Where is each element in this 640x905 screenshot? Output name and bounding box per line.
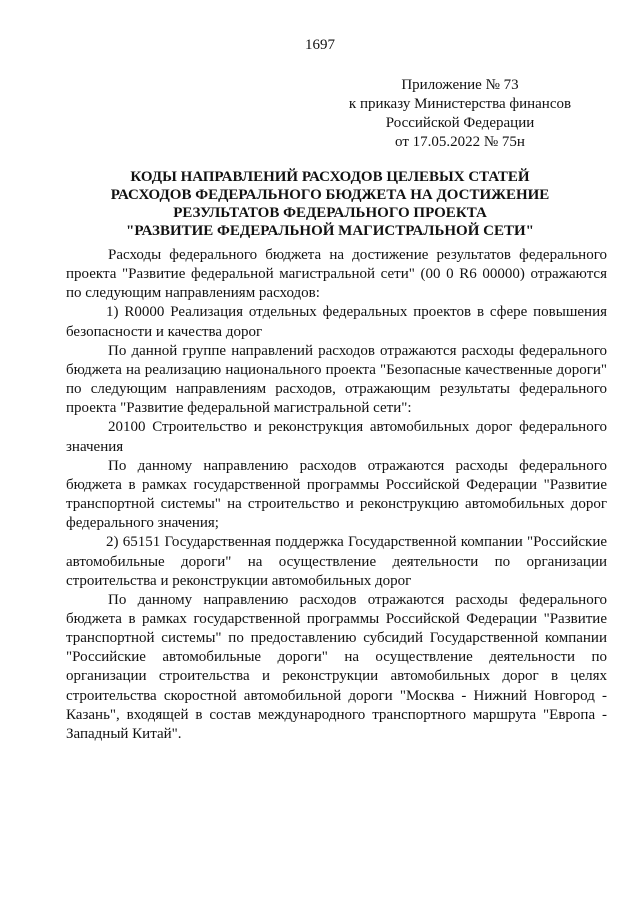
paragraph-intro: Расходы федерального бюджета на достижение результатов федерального проекта "Развитие федеральной магистральной сети" (00 0 R6 00000) отражаются по следующим направлениям расходов: <box>66 247 607 302</box>
appendix-order-line: к приказу Министерства финансов <box>348 96 572 112</box>
page-number: 1697 <box>305 37 335 53</box>
appendix-number: Приложение № 73 <box>401 77 519 93</box>
paragraph-r0000-description: По данной группе направлений расходов отражаются расходы федерального бюджета на реализацию национального проекта "Безопасные качественные дороги" по следующим направлениям расходов, отражающим результаты федерального проекта "Развитие федеральной магистральной сети": <box>66 342 607 417</box>
appendix-date-line: от 17.05.2022 № 75н <box>395 134 525 150</box>
title-line-4: "РАЗВИТИЕ ФЕДЕРАЛЬНОЙ МАГИСТРАЛЬНОЙ СЕТИ" <box>126 223 534 239</box>
paragraph-r0000: 1) R0000 Реализация отдельных федеральных проектов в сфере повышения безопасности и качества дорог <box>66 304 607 340</box>
paragraph-65151-description: По данному направлению расходов отражаются расходы федерального бюджета в рамках государственной программы Российской Федерации "Развитие транспортной системы" по предоставлению субсидий Государственной компании "Российские автомобильные дороги" на осуществление деятельности по организации строительства и реконструкции автомобильных дорог в целях строительства скоростной автомобильной дороги "Москва - Нижний Новгород - Казань", входящей в состав международного транспортного маршрута "Европа - Западный Китай". <box>66 591 607 742</box>
paragraph-20100: 20100 Строительство и реконструкция автомобильных дорог федерального значения <box>66 419 607 455</box>
appendix-country-line: Российской Федерации <box>385 115 535 131</box>
appendix-reference <box>340 76 580 152</box>
title-line-2: РАСХОДОВ ФЕДЕРАЛЬНОГО БЮДЖЕТА НА ДОСТИЖЕНИЕ <box>110 187 550 203</box>
paragraph-65151: 2) 65151 Государственная поддержка Государственной компании "Российские автомобильные дороги" на осуществление деятельности по организации строительства и реконструкции автомобильных дорог <box>66 534 607 589</box>
document-body <box>66 246 607 744</box>
document-title <box>70 168 590 240</box>
title-line-3: РЕЗУЛЬТАТОВ ФЕДЕРАЛЬНОГО ПРОЕКТА <box>173 205 487 221</box>
paragraph-20100-description: По данному направлению расходов отражаются расходы федерального бюджета в рамках государственной программы Российской Федерации "Развитие транспортной системы" на строительство и реконструкцию автомобильных дорог федерального значения; <box>66 457 607 532</box>
title-line-1: КОДЫ НАПРАВЛЕНИЙ РАСХОДОВ ЦЕЛЕВЫХ СТАТЕЙ <box>130 169 530 185</box>
